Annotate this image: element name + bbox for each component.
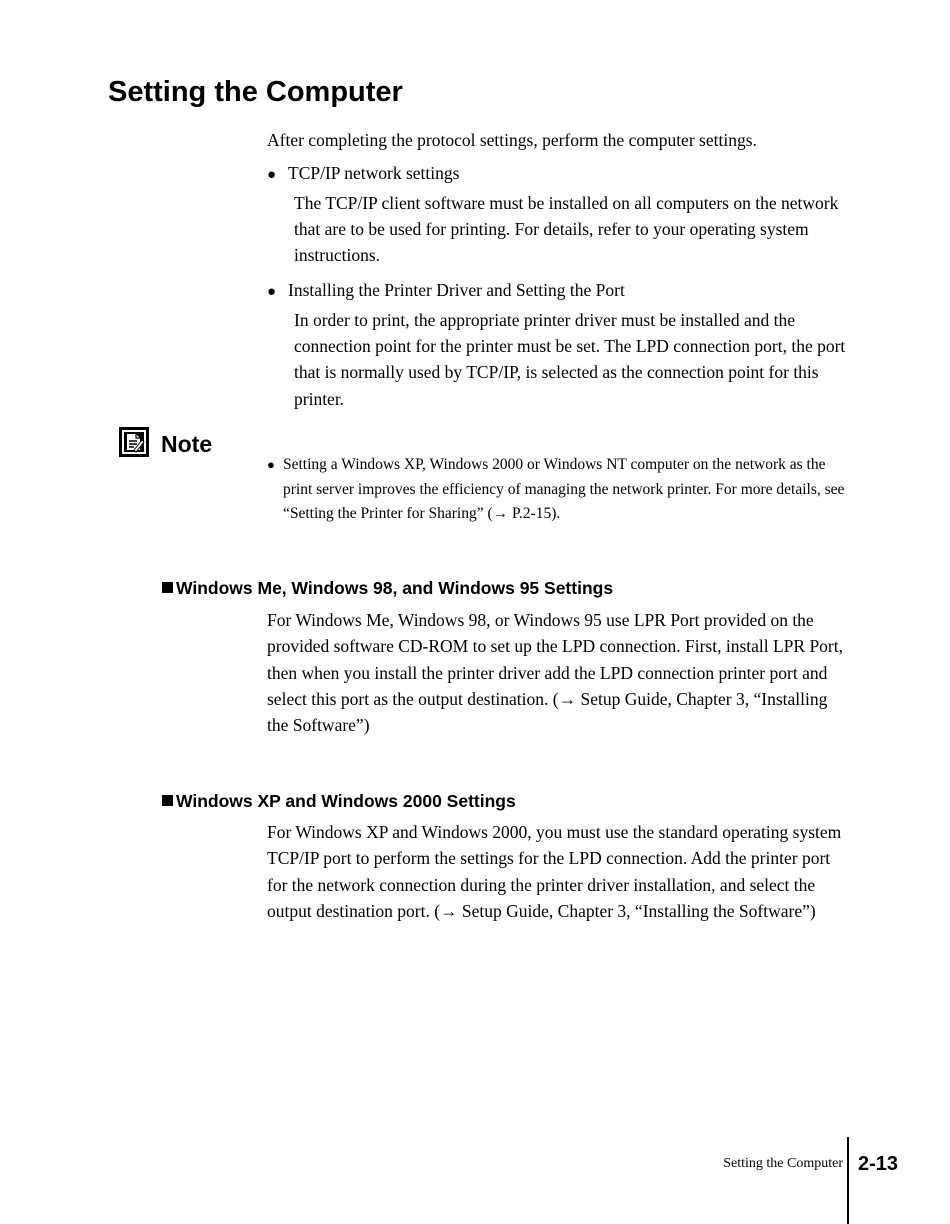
note-text bbox=[267, 453, 857, 527]
note-label: Note bbox=[161, 431, 213, 457]
bullet-dot-icon: ● bbox=[267, 284, 277, 300]
bullet-item-driver-port bbox=[267, 277, 867, 305]
section-heading-text: Windows Me, Windows 98, and Windows 95 Settings bbox=[176, 578, 614, 598]
bullet-body-driver-port: In order to print, the appropriate printer driver must be installed and the connection point for the printer must be set. The LPD connection port, the port that is normally used by TCP/IP, is selected as the connection point for this printer. bbox=[294, 310, 846, 409]
footer-section-title: Setting the Computer bbox=[723, 1156, 843, 1171]
page-title: Setting the Computer bbox=[108, 76, 403, 108]
section-heading-win-me-98-95 bbox=[162, 577, 613, 599]
section-heading-text: Windows XP and Windows 2000 Settings bbox=[176, 791, 516, 811]
bullet-item-tcpip bbox=[267, 160, 867, 188]
bullet-title: TCP/IP network settings bbox=[288, 163, 460, 183]
square-bullet-icon bbox=[162, 795, 173, 806]
bullet-dot-icon: ● bbox=[267, 167, 277, 183]
intro-paragraph: After completing the protocol settings, perform the computer settings. bbox=[267, 130, 757, 150]
note-icon bbox=[118, 426, 150, 458]
footer-divider bbox=[847, 1137, 849, 1224]
section-body-win-xp-2000: For Windows XP and Windows 2000, you must use the standard operating system TCP/IP port to perform the settings for the LPD connection. Add the printer port for the network connection during the printer driver installation, and select the output destination port. (→ Setup Guide, Chapter 3, “Installing the Software”) bbox=[267, 822, 842, 921]
bullet-title: Installing the Printer Driver and Setting the Port bbox=[288, 280, 625, 300]
square-bullet-icon bbox=[162, 582, 173, 593]
note-content: Setting a Windows XP, Windows 2000 or Windows NT computer on the network as the print server improves the efficiency of managing the network printer. For more details, see “Setting the Printer for Sharing” (→ P.2-15). bbox=[283, 456, 845, 522]
bullet-body-tcpip: The TCP/IP client software must be installed on all computers on the network that are to be used for printing. For details, refer to your operating system instructions. bbox=[294, 193, 839, 266]
section-body-win-me-98-95: For Windows Me, Windows 98, or Windows 95 use LPR Port provided on the provided software CD-ROM to set up the LPD connection. First, install LPR Port, then when you install the printer driver add the LPD connection printer port and select this port as the output destination. (→ Setup Guide, Chapter 3, “Installing the Software”) bbox=[267, 610, 843, 736]
note-bullet-dot-icon: ● bbox=[267, 457, 275, 472]
section-heading-win-xp-2000 bbox=[162, 790, 516, 812]
page-number: 2-13 bbox=[858, 1153, 899, 1175]
